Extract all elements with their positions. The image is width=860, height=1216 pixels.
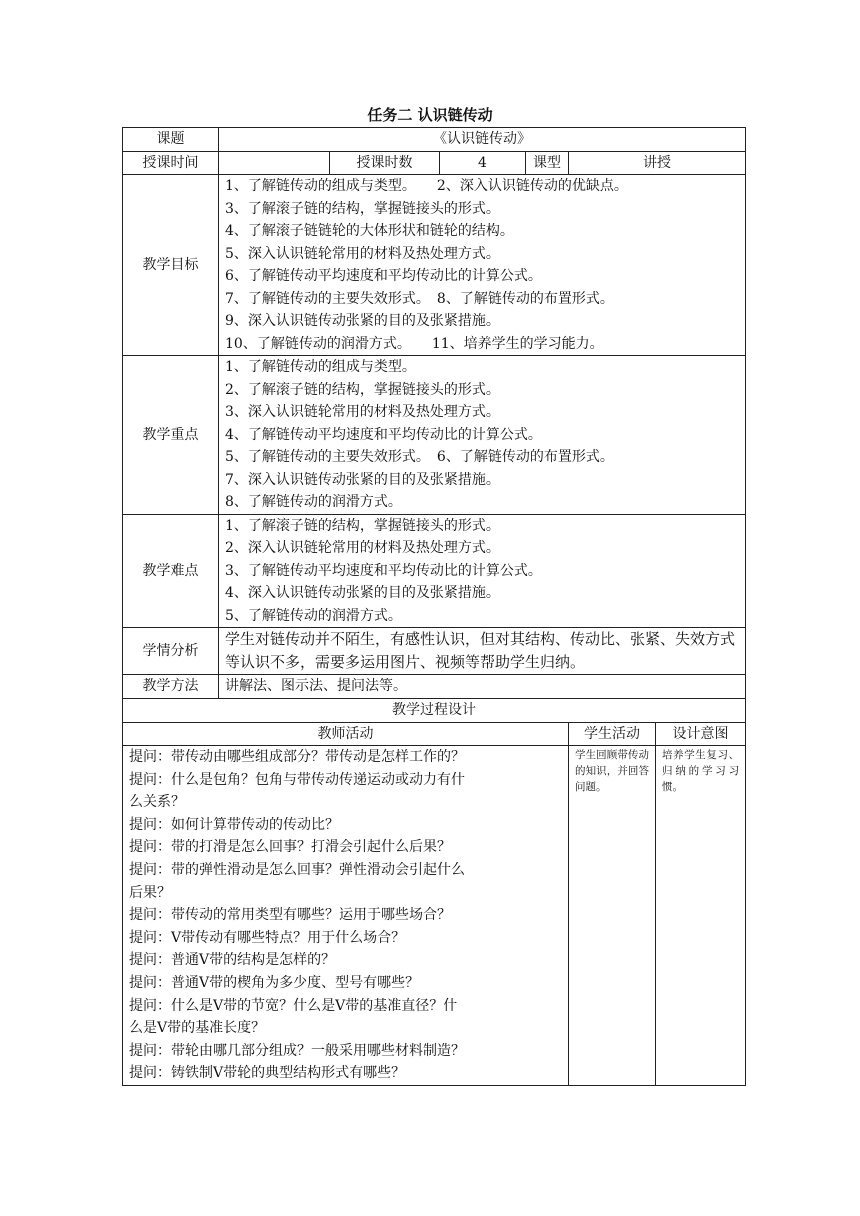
topic-label: 课题 [123,128,219,152]
analysis-row [123,628,746,675]
method-text: 讲解法、图示法、提问法等。 [219,675,746,699]
list-item: 1、了解链传动的组成与类型。 [225,359,416,375]
list-item: 提问：带的打滑是怎么回事？打滑会引起什么后果？ [129,839,451,856]
design-intent-text: 培养学生复习、归纳的学习习惯。 [656,746,746,1086]
time-value [219,151,330,175]
list-item: 提问：如何计算带传动的传动比？ [129,816,339,833]
list-item: 4、深入认识链传动张紧的目的及张紧措施。 [225,585,500,601]
list-item: 3、深入认识链轮常用的材料及热处理方式。 [225,404,500,420]
type-label: 课型 [526,151,569,175]
type-value: 讲授 [569,151,746,175]
objectives-row [123,175,746,356]
list-item: 6、了解链传动平均速度和平均传动比的计算公式。 [225,268,542,284]
list-item: 提问：什么是V带的节宽？什么是V带的基准直径？什 [129,997,458,1014]
list-item: 么关系？ [129,794,185,811]
list-item: 8、了解链传动的润滑方式。 [225,494,402,510]
list-item: 2、了解滚子链的结构，掌握链接头的形式。 [225,381,500,398]
student-activity-text: 学生回顾带传动的知识，并回答问题。 [569,746,656,1086]
topic-value: 《认识链传动》 [219,128,746,152]
teacher-activity-header: 教师活动 [123,722,569,746]
list-item: 10、了解链传动的润滑方式。 11、培养学生的学习能力。 [225,335,604,352]
key-points-row [123,356,746,515]
student-activity-header: 学生活动 [569,722,656,746]
key-points-label: 教学重点 [123,356,219,515]
process-title-row [123,698,746,722]
time-label: 授课时间 [123,151,219,175]
list-item: 提问：普通V带的结构是怎样的？ [129,952,336,969]
list-item: 4、了解链传动平均速度和平均传动比的计算公式。 [225,426,542,443]
list-item: 5、了解链传动的润滑方式。 [225,607,402,624]
teacher-questions [123,746,569,1086]
list-item: 提问：普通V带的楔角为多少度、型号有哪些？ [129,974,420,991]
method-label: 教学方法 [123,675,219,699]
schedule-row [123,151,746,175]
list-item: 么是V带的基准长度？ [129,1020,266,1037]
list-item: 提问：带传动的常用类型有哪些？运用于哪些场合？ [129,907,451,924]
list-item: 9、深入认识链传动张紧的目的及张紧措施。 [225,313,500,329]
list-item: 提问：带的弹性滑动是怎么回事？弹性滑动会引起什么 [129,861,465,878]
list-item: 1、了解滚子链的结构，掌握链接头的形式。 [225,517,500,534]
list-item: 5、深入认识链轮常用的材料及热处理方式。 [225,245,500,262]
hours-label: 授课时数 [330,151,440,175]
list-item: 2、深入认识链轮常用的材料及热处理方式。 [225,540,500,556]
design-intent-header: 设计意图 [656,722,746,746]
difficulties-label: 教学难点 [123,514,219,628]
analysis-label: 学情分析 [123,628,219,675]
hours-value: 4 [440,151,526,175]
analysis-text: 学生对链传动并不陌生，有感性认识，但对其结构、传动比、张紧、失效方式等认识不多，需要多运用图片、视频等帮助学生归纳。 [219,628,746,675]
list-item: 7、深入认识链传动张紧的目的及张紧措施。 [225,471,500,488]
method-row [123,675,746,699]
list-item: 提问：带传动由哪些组成部分？带传动是怎样工作的？ [129,749,465,765]
difficulties-list [219,514,746,628]
page-title: 任务二 认识链传动 [367,106,493,124]
list-item: 1、了解链传动的组成与类型。 2、深入认识链传动的优缺点。 [225,178,628,194]
difficulties-row [123,514,746,628]
topic-row [123,128,746,152]
list-item: 后果？ [129,884,171,901]
process-header-row [123,722,746,746]
key-points-list [219,356,746,515]
objectives-list [219,175,746,356]
list-item: 3、了解滚子链的结构，掌握链接头的形式。 [225,200,500,217]
lesson-plan-table [122,127,746,1086]
list-item: 7、了解链传动的主要失效形式。 8、了解链传动的布置形式。 [225,290,614,307]
objectives-label: 教学目标 [123,175,219,356]
process-title: 教学过程设计 [123,698,746,722]
list-item: 提问：铸铁制V带轮的典型结构形式有哪些？ [129,1065,406,1082]
list-item: 提问：V带传动有哪些特点？用于什么场合？ [129,929,406,946]
list-item: 3、了解链传动平均速度和平均传动比的计算公式。 [225,562,542,579]
list-item: 提问：什么是包角？包角与带传动传递运动或动力有什 [129,771,465,788]
list-item: 提问：带轮由哪几部分组成？一般采用哪些材料制造？ [129,1042,465,1059]
list-item: 4、了解滚子链链轮的大体形状和链轮的结构。 [225,223,514,239]
process-content-row [123,746,746,1086]
list-item: 5、了解链传动的主要失效形式。 6、了解链传动的布置形式。 [225,449,614,465]
